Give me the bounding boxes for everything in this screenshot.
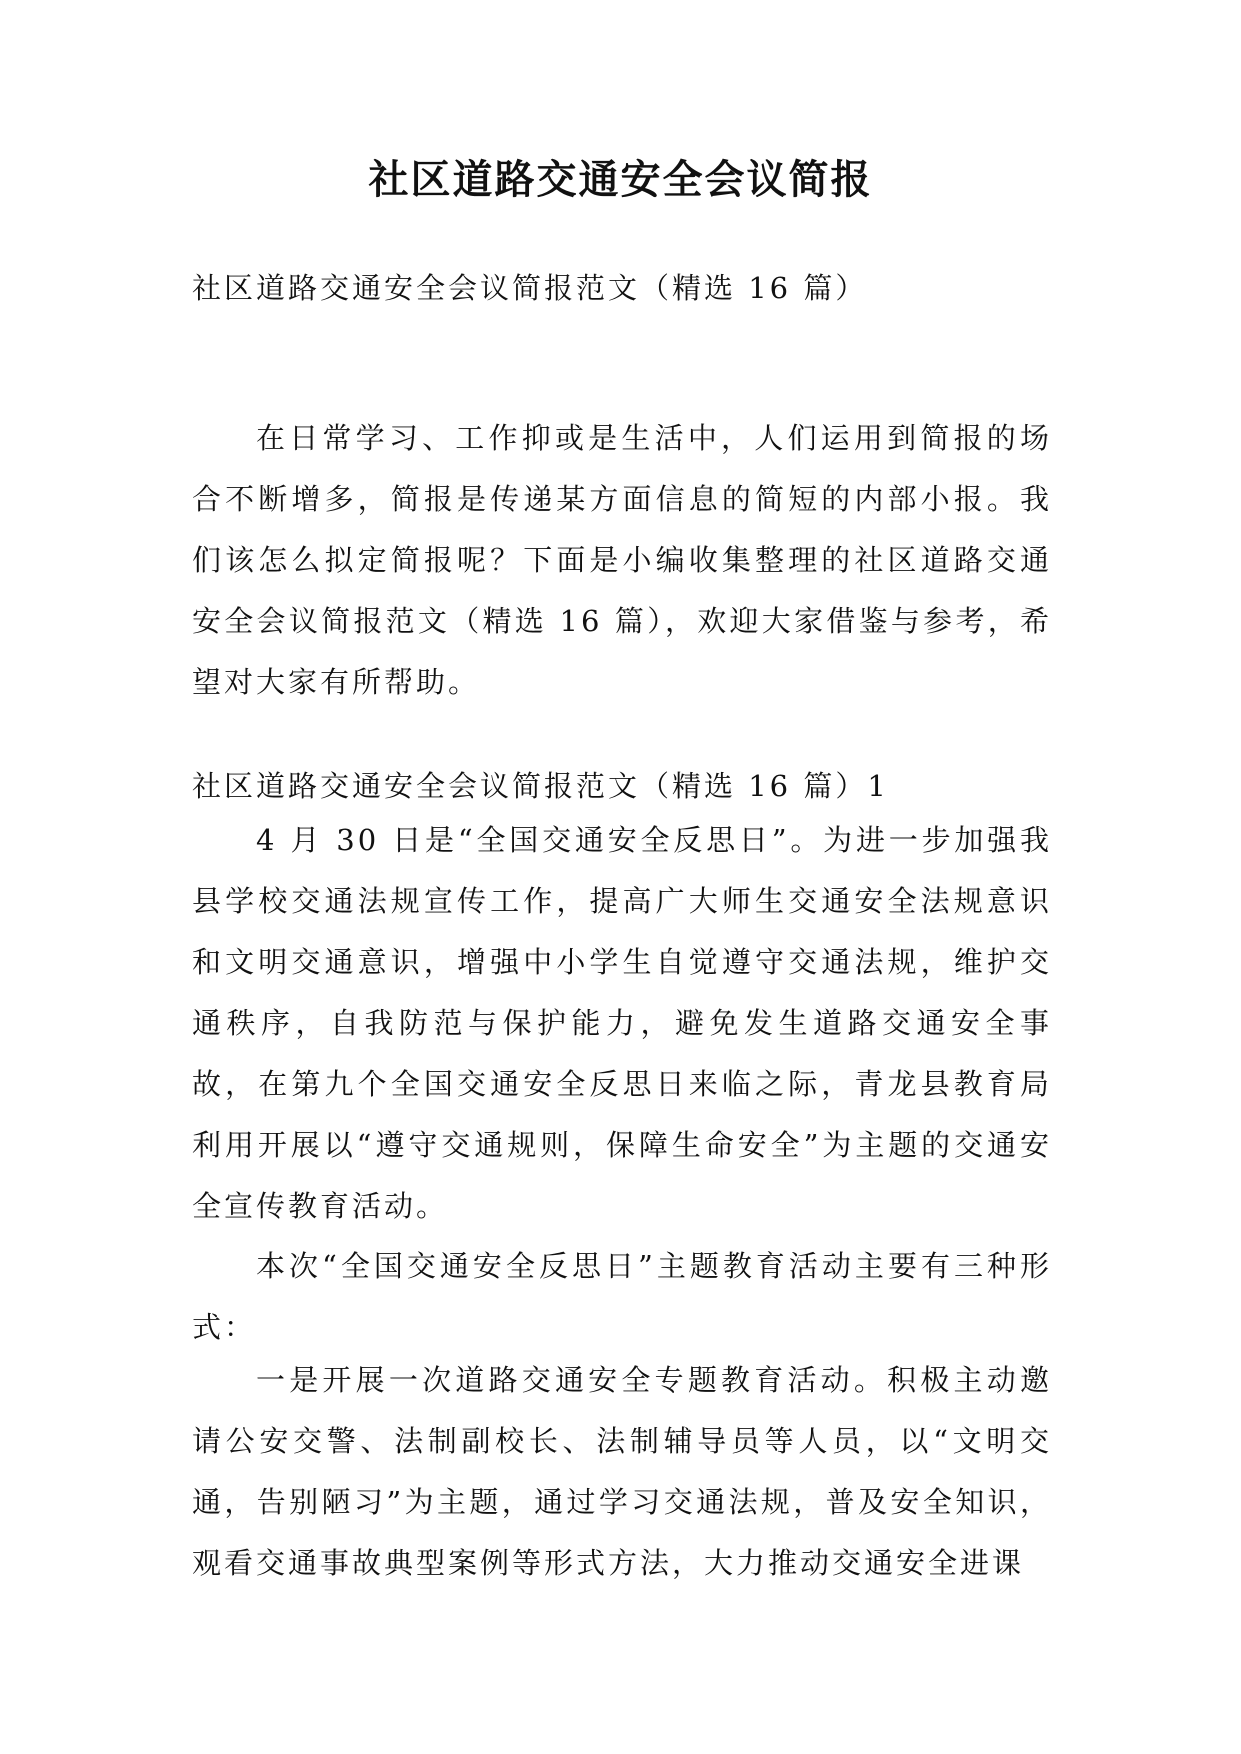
intro-paragraph: 在日常学习、工作抑或是生活中，人们运用到简报的场合不断增多，简报是传递某方面信息的简短的内部小报。我们该怎么拟定简报呢？下面是小编收集整理的社区道路交通安全会议简报范文（精选 16 篇），欢迎大家借鉴与参考，希望对大家有所帮助。 — [192, 421, 1052, 699]
body-paragraph: 一是开展一次道路交通安全专题教育活动。积极主动邀请公安交警、法制副校长、法制辅导员等人员，以“文明交通，告别陋习”为主题，通过学习交通法规，普及安全知识，观看交通事故典型案例等形式方法，大力推动交通安全进课 — [192, 1363, 1052, 1580]
document-subtitle: 社区道路交通安全会议简报范文（精选 16 篇） — [192, 271, 868, 305]
section-heading: 社区道路交通安全会议简报范文（精选 16 篇）1 — [192, 769, 889, 803]
document-title: 社区道路交通安全会议简报 — [368, 156, 873, 203]
body-paragraph: 4 月 30 日是“全国交通安全反思日”。为进一步加强我县学校交通法规宣传工作，提高广大师生交通安全法规意识和文明交通意识，增强中小学生自觉遵守交通法规，维护交通秩序，自我防范与保护能力，避免发生道路交通安全事故，在第九个全国交通安全反思日来临之际，青龙县教育局利用开展以“遵守交通规则，保障生命安全”为主题的交通安全宣传教育活动。 — [192, 823, 1052, 1223]
body-paragraph: 本次“全国交通安全反思日”主题教育活动主要有三种形式： — [192, 1249, 1052, 1344]
